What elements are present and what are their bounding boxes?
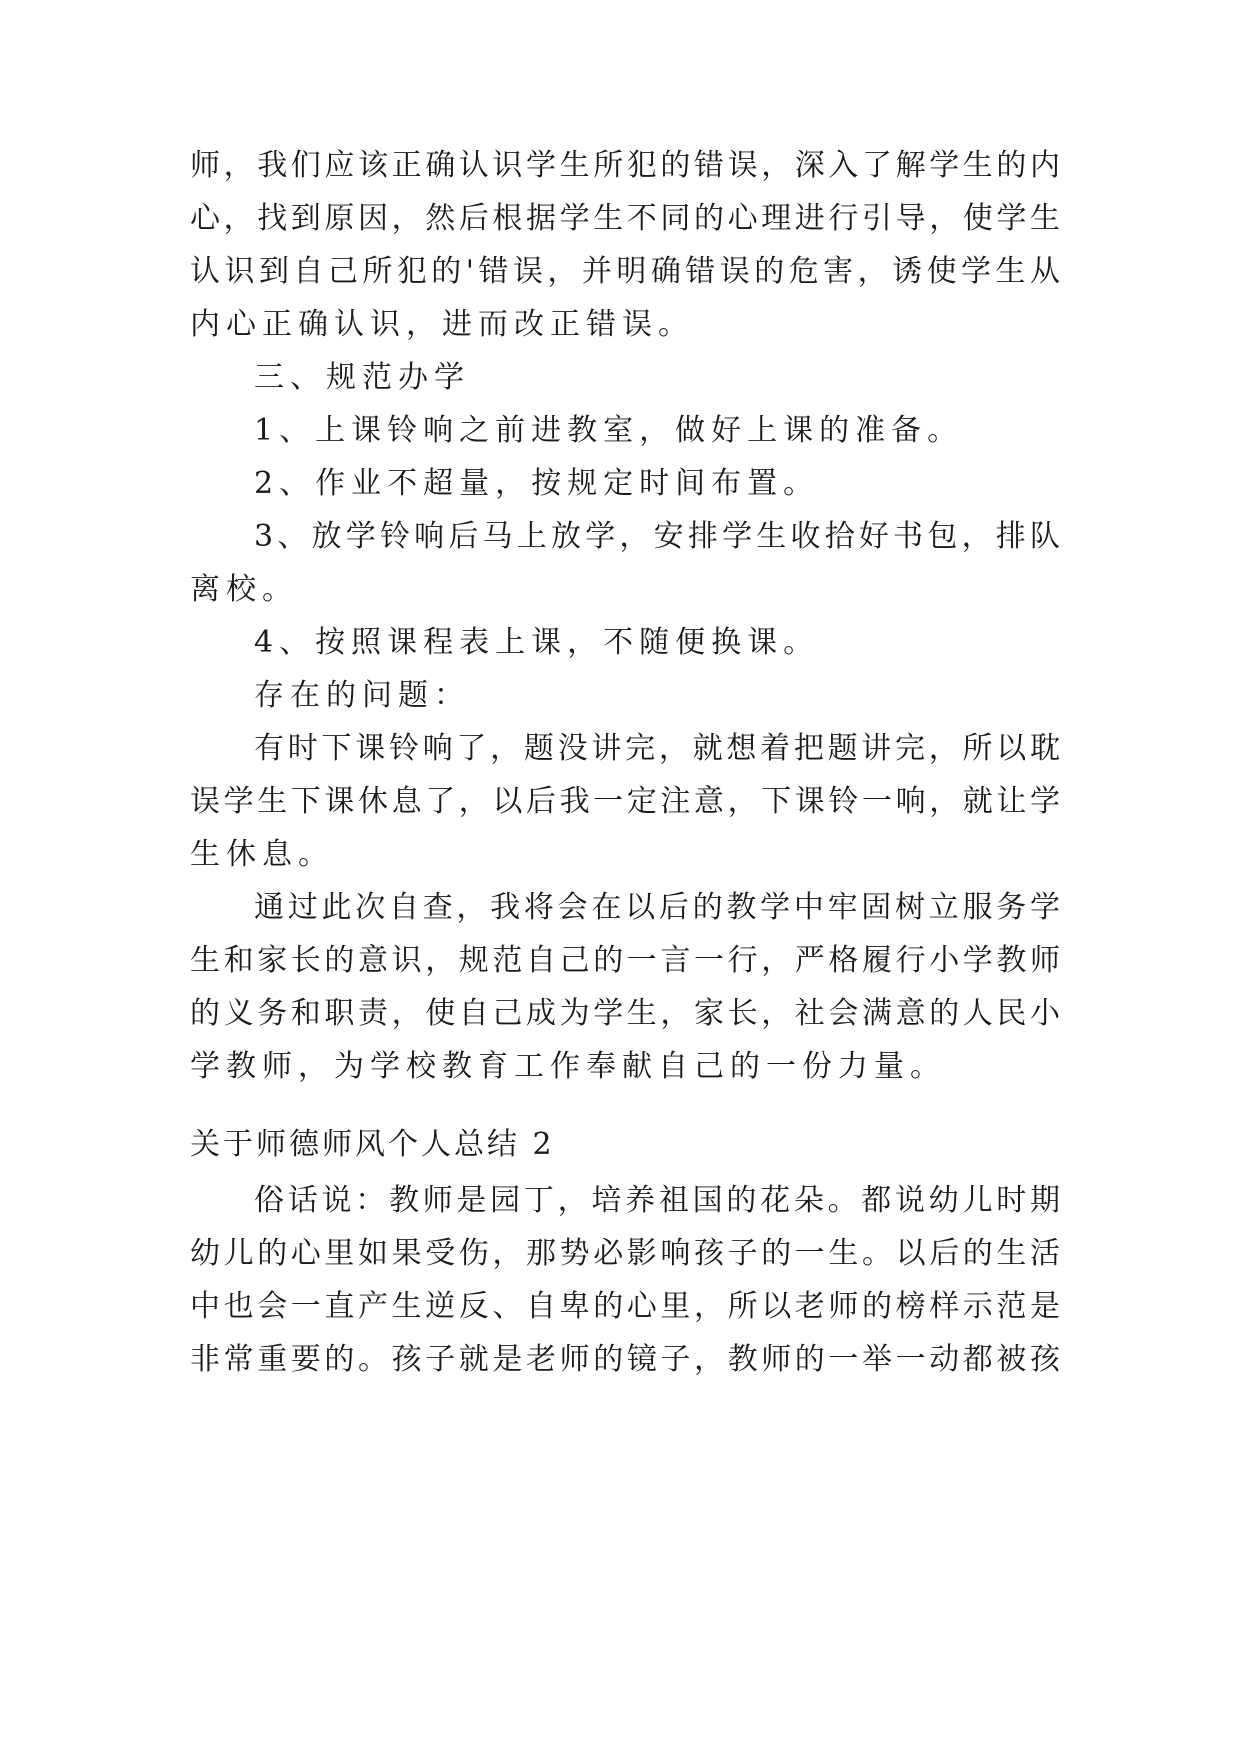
paragraph-line: 的义务和职责，使自己成为学生，家长，社会满意的人民小 [190, 996, 1060, 1031]
paragraph-line: 误学生下课休息了，以后我一定注意，下课铃一响，就让学 [190, 784, 1060, 819]
paragraph-line: 学教师，为学校教育工作奉献自己的一份力量。 [190, 1049, 946, 1084]
paragraph-line: 师，我们应该正确认识学生所犯的错误，深入了解学生的内 [190, 148, 1060, 183]
paragraph-line: 中也会一直产生逆反、自卑的心里，所以老师的榜样示范是 [190, 1289, 1060, 1324]
paragraph-line: 通过此次自查，我将会在以后的教学中牢固树立服务学 [254, 890, 1060, 925]
list-item: 3、放学铃响后马上放学，安排学生收拾好书包，排队 [254, 519, 1060, 554]
paragraph-line: 心，找到原因，然后根据学生不同的心理进行引导，使学生 [190, 201, 1060, 236]
paragraph-line: 俗话说：教师是园丁，培养祖国的花朵。都说幼儿时期 [254, 1183, 1060, 1218]
problems-title: 存在的问题： [254, 678, 470, 713]
section-title: 三、规范办学 [254, 360, 470, 395]
paragraph-line: 有时下课铃响了，题没讲完，就想着把题讲完，所以耽 [254, 731, 1060, 766]
list-item: 1、上课铃响之前进教室，做好上课的准备。 [254, 413, 964, 448]
list-item-continuation: 离校。 [190, 572, 298, 607]
paragraph-line: 内心正确认识，进而改正错误。 [190, 307, 694, 342]
paragraph-line: 认识到自己所犯的'错误，并明确错误的危害，诱使学生从 [190, 254, 1060, 289]
paragraph-line: 生和家长的意识，规范自己的一言一行，严格履行小学教师 [190, 943, 1060, 978]
section-heading: 关于师德师风个人总结 2 [190, 1127, 555, 1162]
list-item: 2、作业不超量，按规定时间布置。 [254, 466, 820, 501]
paragraph-line: 幼儿的心里如果受伤，那势必影响孩子的一生。以后的生活 [190, 1236, 1060, 1271]
list-item: 4、按照课程表上课，不随便换课。 [254, 625, 820, 660]
paragraph-line: 非常重要的。孩子就是老师的镜子，教师的一举一动都被孩 [190, 1342, 1060, 1377]
paragraph-line: 生休息。 [190, 837, 334, 872]
